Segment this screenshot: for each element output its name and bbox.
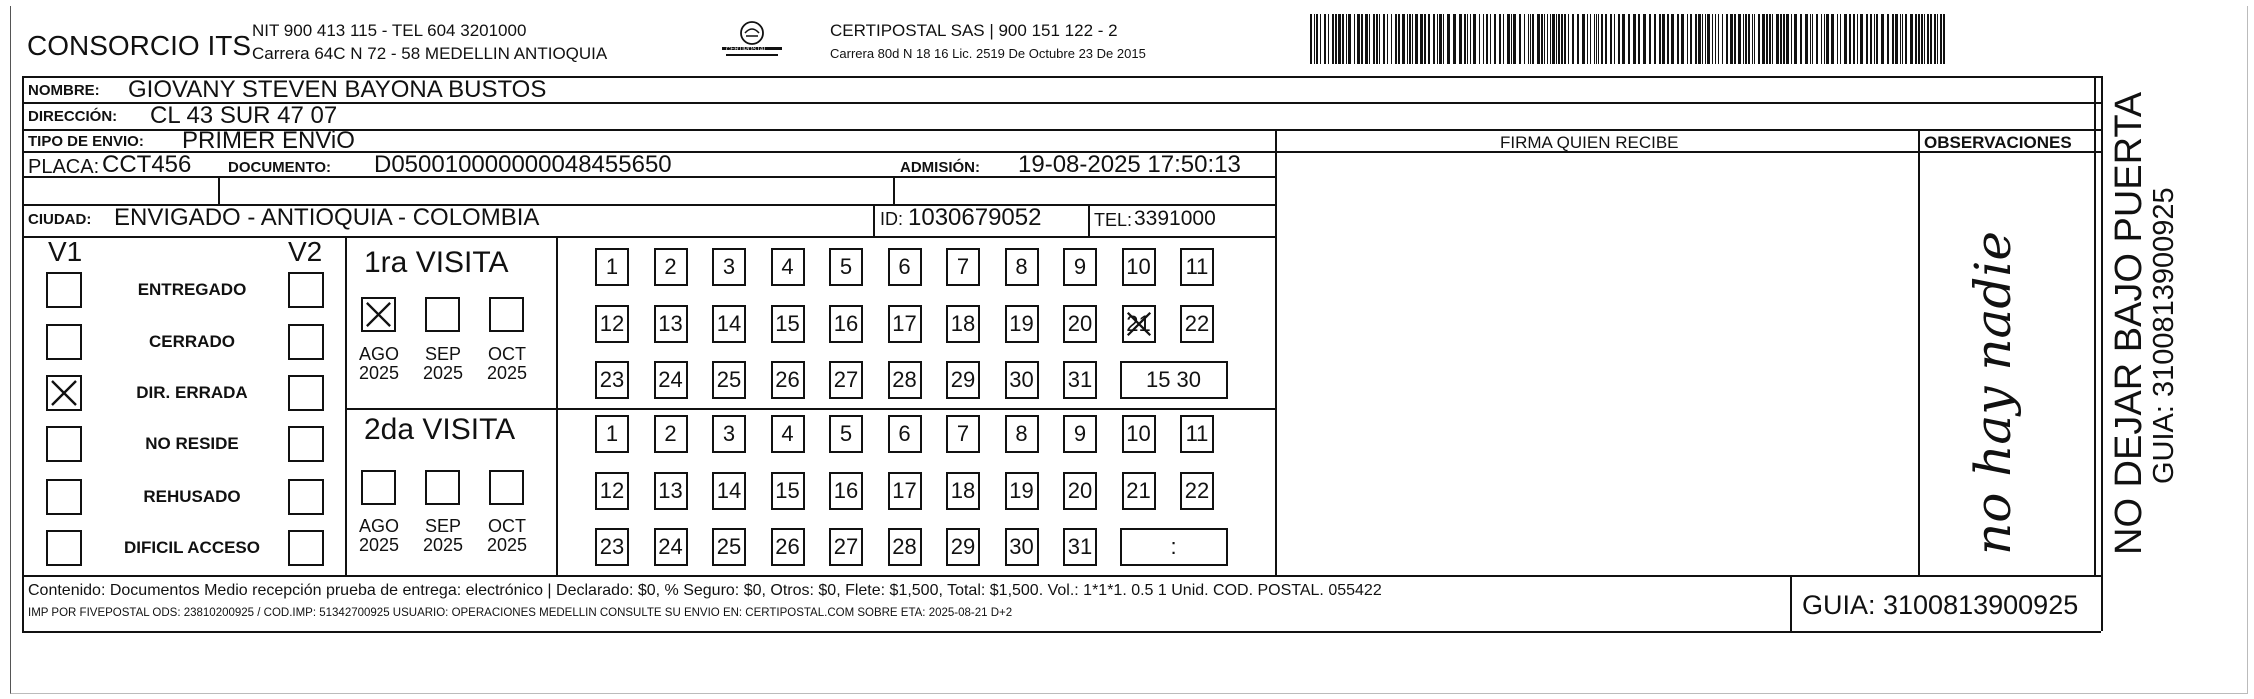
second-month-box[interactable] bbox=[361, 470, 396, 505]
second-month-label: SEP 2025 bbox=[422, 516, 464, 555]
v2-checkbox[interactable] bbox=[288, 272, 324, 308]
first-day-box[interactable]: 16 bbox=[829, 305, 863, 343]
first-day-box[interactable]: 23 bbox=[595, 361, 629, 399]
first-day-box[interactable]: 9 bbox=[1063, 248, 1097, 286]
v2-checkbox[interactable] bbox=[288, 324, 324, 360]
v1-checkbox[interactable] bbox=[46, 272, 82, 308]
firma-header: FIRMA QUIEN RECIBE bbox=[1500, 133, 1679, 152]
admision-value: 19-08-2025 17:50:13 bbox=[1018, 151, 1241, 178]
certipostal-line2: Carrera 80d N 18 16 Lic. 2519 De Octubre 23 De 2015 bbox=[830, 46, 1146, 61]
status-label: REHUSADO bbox=[143, 487, 241, 506]
v1-label: V1 bbox=[48, 236, 83, 267]
documento-label: DOCUMENTO: bbox=[228, 159, 332, 176]
second-day-box[interactable]: 3 bbox=[712, 415, 746, 453]
v1-checkbox[interactable] bbox=[46, 324, 82, 360]
first-day-box[interactable]: 18 bbox=[946, 305, 980, 343]
id-label: ID: bbox=[880, 209, 904, 229]
ciudad-label: CIUDAD: bbox=[28, 211, 92, 228]
footer-imp: IMP POR FIVEPOSTAL ODS: 23810200925 / COD.IMP: 51342700925 USUARIO: OPERACIONES MEDELLIN CONSULTE SU ENVIO EN: CERTIPOSTAL.COM SOBRE ETA: 2025-08-21 D+2 bbox=[28, 607, 1013, 619]
first-day-box[interactable]: 3 bbox=[712, 248, 746, 286]
first-day-box[interactable]: 15 bbox=[771, 305, 805, 343]
nombre-label: NOMBRE: bbox=[28, 82, 100, 99]
second-day-box[interactable]: 14 bbox=[712, 472, 746, 510]
first-month-box-checked[interactable] bbox=[361, 297, 396, 332]
first-day-box[interactable]: 4 bbox=[771, 248, 805, 286]
second-day-box[interactable]: 27 bbox=[829, 528, 863, 566]
first-time-box[interactable]: 15 30 bbox=[1120, 361, 1228, 399]
second-day-box[interactable]: 21 bbox=[1122, 472, 1156, 510]
observaciones-handwriting-text: no hay nadie bbox=[1964, 231, 2022, 555]
second-day-box[interactable]: 5 bbox=[829, 415, 863, 453]
direccion-value: CL 43 SUR 47 07 bbox=[150, 102, 338, 129]
certipostal-line1: CERTIPOSTAL SAS | 900 151 122 - 2 bbox=[830, 21, 1118, 40]
company-address: Carrera 64C N 72 - 58 MEDELLIN ANTIOQUIA bbox=[252, 44, 608, 63]
first-day-box[interactable]: 6 bbox=[888, 248, 922, 286]
first-day-box-checked[interactable]: 21 bbox=[1122, 305, 1156, 343]
tel-label: TEL: bbox=[1094, 210, 1133, 230]
second-day-box[interactable]: 11 bbox=[1180, 415, 1214, 453]
company-name: CONSORCIO ITS bbox=[27, 30, 252, 61]
ciudad-value: ENVIGADO - ANTIOQUIA - COLOMBIA bbox=[114, 204, 540, 231]
second-day-box[interactable]: 6 bbox=[888, 415, 922, 453]
first-day-box[interactable]: 7 bbox=[946, 248, 980, 286]
first-month-label: OCT 2025 bbox=[486, 344, 528, 383]
second-day-box[interactable]: 26 bbox=[771, 528, 805, 566]
v2-label: V2 bbox=[288, 236, 323, 267]
first-day-box[interactable]: 27 bbox=[829, 361, 863, 399]
footer-guia: GUIA: 3100813900925 bbox=[1802, 590, 2079, 620]
first-day-box[interactable]: 20 bbox=[1063, 305, 1097, 343]
placa-value: CCT456 bbox=[102, 151, 192, 178]
status-label: DIFICIL ACCESO bbox=[123, 538, 260, 557]
second-day-box[interactable]: 20 bbox=[1063, 472, 1097, 510]
status-label: ENTREGADO bbox=[137, 280, 247, 299]
second-day-box[interactable]: 25 bbox=[712, 528, 746, 566]
second-day-box[interactable]: 7 bbox=[946, 415, 980, 453]
first-day-box[interactable]: 5 bbox=[829, 248, 863, 286]
first-day-box[interactable]: 11 bbox=[1180, 248, 1214, 286]
second-day-box[interactable]: 15 bbox=[771, 472, 805, 510]
first-day-box[interactable]: 13 bbox=[654, 305, 688, 343]
first-day-box[interactable]: 25 bbox=[712, 361, 746, 399]
first-day-box[interactable]: 28 bbox=[888, 361, 922, 399]
first-month-box[interactable] bbox=[425, 297, 460, 332]
first-day-box[interactable]: 1 bbox=[595, 248, 629, 286]
second-day-box[interactable]: 12 bbox=[595, 472, 629, 510]
second-day-box[interactable]: 24 bbox=[654, 528, 688, 566]
second-visit-title: 2da VISITA bbox=[364, 413, 516, 446]
second-day-box[interactable]: 13 bbox=[654, 472, 688, 510]
first-visit-title: 1ra VISITA bbox=[364, 246, 509, 279]
second-day-box[interactable]: 2 bbox=[654, 415, 688, 453]
first-day-box[interactable]: 29 bbox=[946, 361, 980, 399]
second-day-box[interactable]: 22 bbox=[1180, 472, 1214, 510]
observaciones-header: OBSERVACIONES bbox=[1924, 133, 2072, 152]
documento-value: D050010000000048455650 bbox=[374, 151, 672, 178]
second-month-label: OCT 2025 bbox=[486, 516, 528, 555]
id-value: 1030679052 bbox=[908, 204, 1042, 231]
second-day-box[interactable]: 16 bbox=[829, 472, 863, 510]
first-day-box[interactable]: 2 bbox=[654, 248, 688, 286]
footer-contenido: Contenido: Documentos Medio recepción prueba de entrega: electrónico | Declarado: $0, % Seguro: $0, Otros: $0, Flete: $1,500, Total: $1,500. Vol.: 1*1*1. 0.5 1 Unid. COD. POSTAL. 055422 bbox=[28, 582, 1382, 599]
second-day-box[interactable]: 23 bbox=[595, 528, 629, 566]
first-day-box[interactable]: 8 bbox=[1005, 248, 1039, 286]
v2-checkbox[interactable] bbox=[288, 426, 324, 462]
second-day-box[interactable]: 31 bbox=[1063, 528, 1097, 566]
first-month-label: AGO 2025 bbox=[358, 344, 400, 383]
status-label: CERRADO bbox=[149, 332, 235, 351]
v1-checkbox[interactable] bbox=[46, 426, 82, 462]
first-day-box[interactable]: 26 bbox=[771, 361, 805, 399]
first-day-box[interactable]: 22 bbox=[1180, 305, 1214, 343]
first-month-label: SEP 2025 bbox=[422, 344, 464, 383]
first-day-box[interactable]: 17 bbox=[888, 305, 922, 343]
v2-checkbox[interactable] bbox=[288, 479, 324, 515]
observaciones-handwriting bbox=[1935, 231, 2045, 555]
second-day-box[interactable]: 29 bbox=[946, 528, 980, 566]
second-day-box[interactable]: 18 bbox=[946, 472, 980, 510]
second-month-label: AGO 2025 bbox=[358, 516, 400, 555]
first-day-box[interactable]: 19 bbox=[1005, 305, 1039, 343]
nombre-value: GIOVANY STEVEN BAYONA BUSTOS bbox=[128, 76, 547, 103]
first-day-box[interactable]: 10 bbox=[1122, 248, 1156, 286]
first-day-box[interactable]: 24 bbox=[654, 361, 688, 399]
v1-checkbox[interactable] bbox=[46, 479, 82, 515]
second-day-box[interactable]: 17 bbox=[888, 472, 922, 510]
nit-line: NIT 900 413 115 - TEL 604 3201000 bbox=[252, 21, 527, 40]
second-time-box[interactable]: : bbox=[1120, 528, 1228, 566]
v2-checkbox[interactable] bbox=[288, 530, 324, 566]
status-label: DIR. ERRADA bbox=[136, 383, 248, 402]
placa-label: PLACA: bbox=[28, 156, 100, 178]
side-guia: GUIA: 3100813900925 bbox=[2148, 187, 2180, 484]
second-day-box[interactable]: 28 bbox=[888, 528, 922, 566]
tipo-envio-value: PRIMER ENViO bbox=[182, 127, 355, 154]
side-warning: NO DEJAR BAJO PUERTA bbox=[2108, 91, 2150, 555]
first-day-box[interactable]: 12 bbox=[595, 305, 629, 343]
logo-text: CERTIPOSTAL bbox=[726, 47, 768, 53]
status-label: NO RESIDE bbox=[145, 434, 239, 453]
second-month-box[interactable] bbox=[425, 470, 460, 505]
second-day-box[interactable]: 19 bbox=[1005, 472, 1039, 510]
second-month-box[interactable] bbox=[489, 470, 524, 505]
first-day-box[interactable]: 31 bbox=[1063, 361, 1097, 399]
v1-checkbox[interactable] bbox=[46, 530, 82, 566]
first-day-box[interactable]: 14 bbox=[712, 305, 746, 343]
first-day-box[interactable]: 30 bbox=[1005, 361, 1039, 399]
direccion-label: DIRECCIÓN: bbox=[28, 108, 118, 125]
second-day-box[interactable]: 4 bbox=[771, 415, 805, 453]
second-day-box[interactable]: 8 bbox=[1005, 415, 1039, 453]
v2-checkbox[interactable] bbox=[288, 375, 324, 411]
first-month-box[interactable] bbox=[489, 297, 524, 332]
v1-checkbox-checked[interactable] bbox=[46, 375, 82, 411]
second-day-box[interactable]: 10 bbox=[1122, 415, 1156, 453]
tipo-envio-label: TIPO DE ENVIO: bbox=[28, 133, 144, 150]
tel-value: 3391000 bbox=[1134, 207, 1216, 230]
second-day-box[interactable]: 1 bbox=[595, 415, 629, 453]
admision-label: ADMISIÓN: bbox=[900, 159, 980, 176]
second-day-box[interactable]: 9 bbox=[1063, 415, 1097, 453]
second-day-box[interactable]: 30 bbox=[1005, 528, 1039, 566]
